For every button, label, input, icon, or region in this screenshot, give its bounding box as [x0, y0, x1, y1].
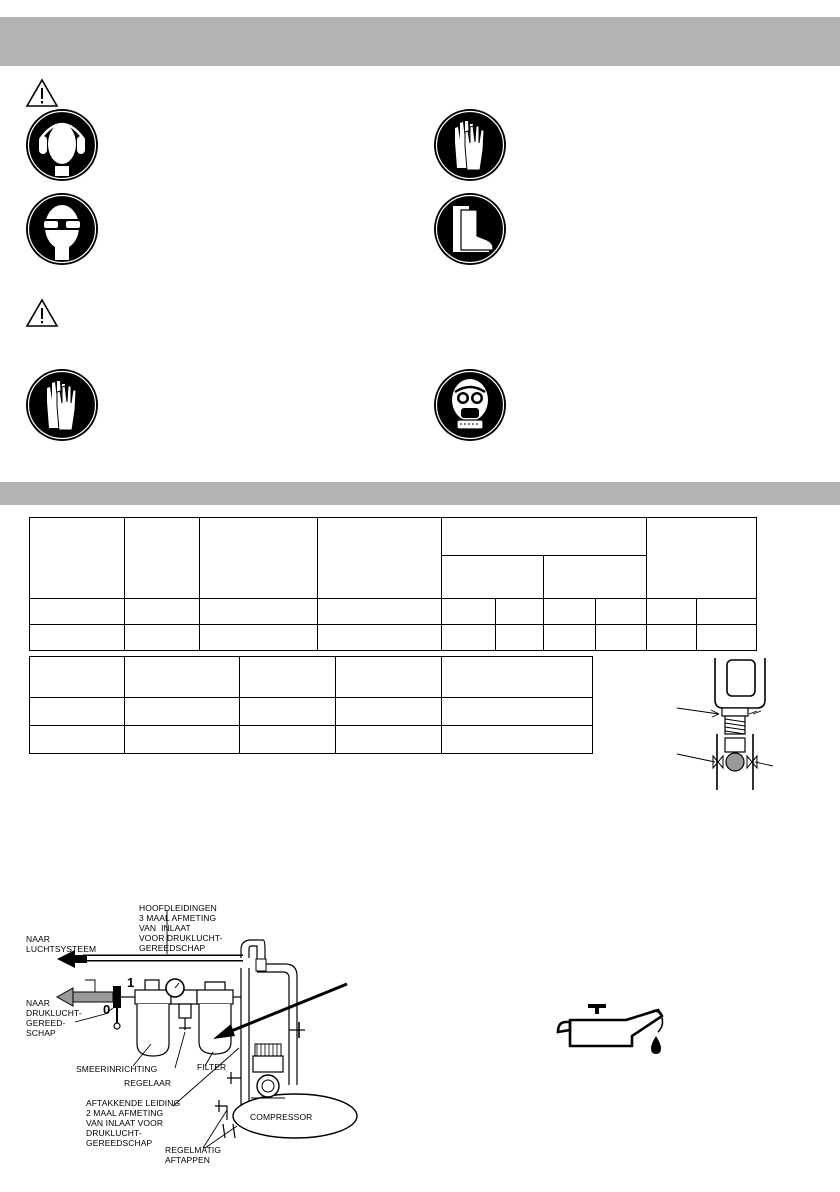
warning-triangle-icon [25, 298, 59, 328]
label-lubricator: SMEERINRICHTING [76, 1064, 158, 1074]
label-to-air-system: NAAR LUCHTSYSTEEM [26, 934, 97, 954]
table-cell [124, 518, 199, 599]
eye-protection-icon [25, 192, 99, 266]
label-to-tool: NAAR DRUKLUCHT- GEREED- SCHAP [26, 998, 82, 1038]
tool-fitting-illustration [675, 658, 775, 790]
spec-table-1 [29, 517, 757, 651]
table-cell [647, 518, 757, 599]
gloves-icon [433, 108, 507, 182]
table-cell [544, 556, 647, 599]
table-row [30, 726, 593, 754]
respirator-icon [433, 368, 507, 442]
label-valve-on: 1 [127, 975, 135, 990]
oil-can-icon [554, 996, 686, 1068]
mid-header-bar [0, 482, 840, 505]
label-valve-off: 0 [103, 1002, 111, 1017]
safety-boots-icon [433, 192, 507, 266]
spec-table-2 [29, 656, 593, 754]
ear-protection-icon [25, 108, 99, 182]
label-drain: REGELMATIG AFTAPPEN [165, 1145, 222, 1165]
table-row [30, 625, 757, 651]
table-row [30, 599, 757, 625]
table-row [30, 657, 593, 698]
table-cell [199, 518, 317, 599]
warning-triangle-icon [25, 78, 59, 108]
top-header-bar [0, 17, 840, 66]
label-branch-line: AFTAKKENDE LEIDING 2 MAAL AFMETING VAN INLAAT VOOR DRUKLUCHT- GEREEDSCHAP [86, 1098, 181, 1148]
table-row [30, 698, 593, 726]
table-cell [442, 556, 544, 599]
table-cell [442, 518, 647, 556]
label-regulator: REGELAAR [124, 1078, 172, 1088]
gloves-icon [25, 368, 99, 442]
table-cell [317, 518, 442, 599]
label-compressor: COMPRESSOR [250, 1112, 313, 1122]
label-filter: FILTER [197, 1062, 227, 1072]
label-main-lines: HOOFDLEIDINGEN 3 MAAL AFMETING VAN INLAAT VOOR DRUKLUCHT- GEREEDSCHAP [139, 903, 223, 953]
table-cell [30, 518, 125, 599]
